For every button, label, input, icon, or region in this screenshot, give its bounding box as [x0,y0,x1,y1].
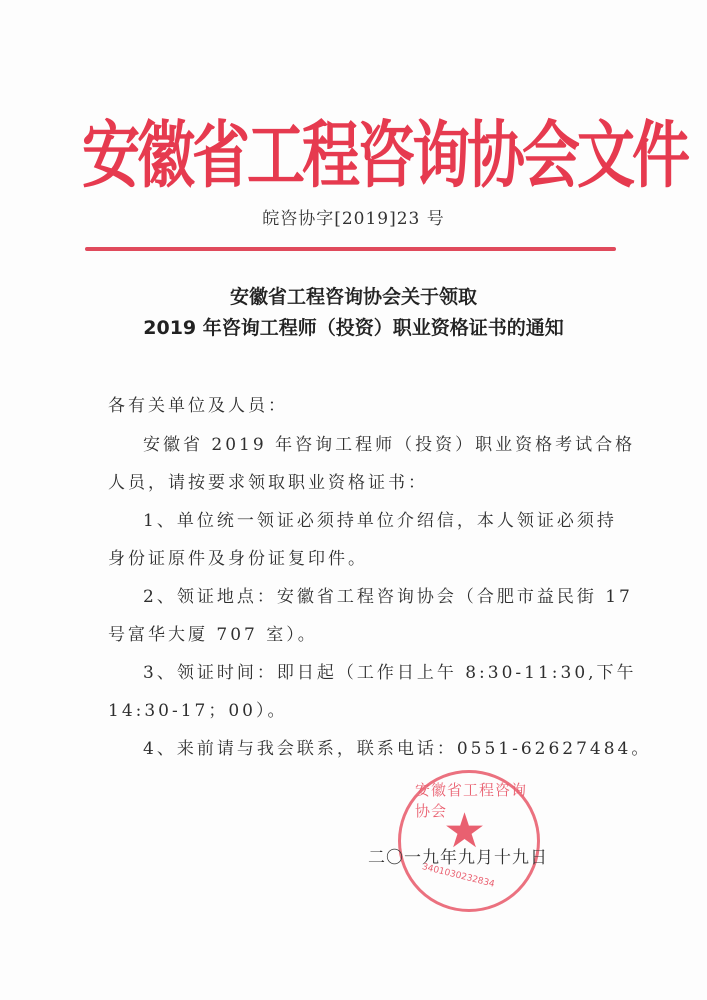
issue-date: 二〇一九年九月十九日 [368,848,548,868]
document-number: 皖咨协字[2019]23 号 [262,209,445,229]
red-divider [85,247,616,251]
notice-title-line2: 2019 年咨询工程师（投资）职业资格证书的通知 [143,317,564,339]
official-seal [398,770,540,912]
intro-line-2: 人员，请按要求领取职业资格证书： [108,473,428,493]
masthead-title: 安徽省工程咨询协会文件 [82,113,688,198]
notice-title-line1: 安徽省工程咨询协会关于领取 [229,286,477,308]
item-1-line-2: 身份证原件及身份证复印件。 [108,549,368,569]
item-3-line-1: 3、领证时间：即日起（工作日上午 8:30-11:30,下午 [143,663,637,683]
item-1-line-1: 1、单位统一领证必须持单位介绍信，本人领证必须持 [143,511,617,531]
salutation: 各有关单位及人员： [108,396,288,416]
seal-code: 3401030232834 [420,862,496,890]
item-3-line-2: 14:30-17；00）。 [108,701,288,721]
intro-line-1: 安徽省 2019 年咨询工程师（投资）职业资格考试合格 [143,435,636,455]
seal-text: 安徽省工程咨询协会 [415,781,528,820]
item-2-line-2: 号富华大厦 707 室）。 [108,625,318,645]
star-icon: ★ [443,803,487,859]
item-2-line-1: 2、领证地点：安徽省工程咨询协会（合肥市益民街 17 [143,587,633,607]
item-4: 4、来前请与我会联系，联系电话：0551-62627484。 [143,739,652,759]
